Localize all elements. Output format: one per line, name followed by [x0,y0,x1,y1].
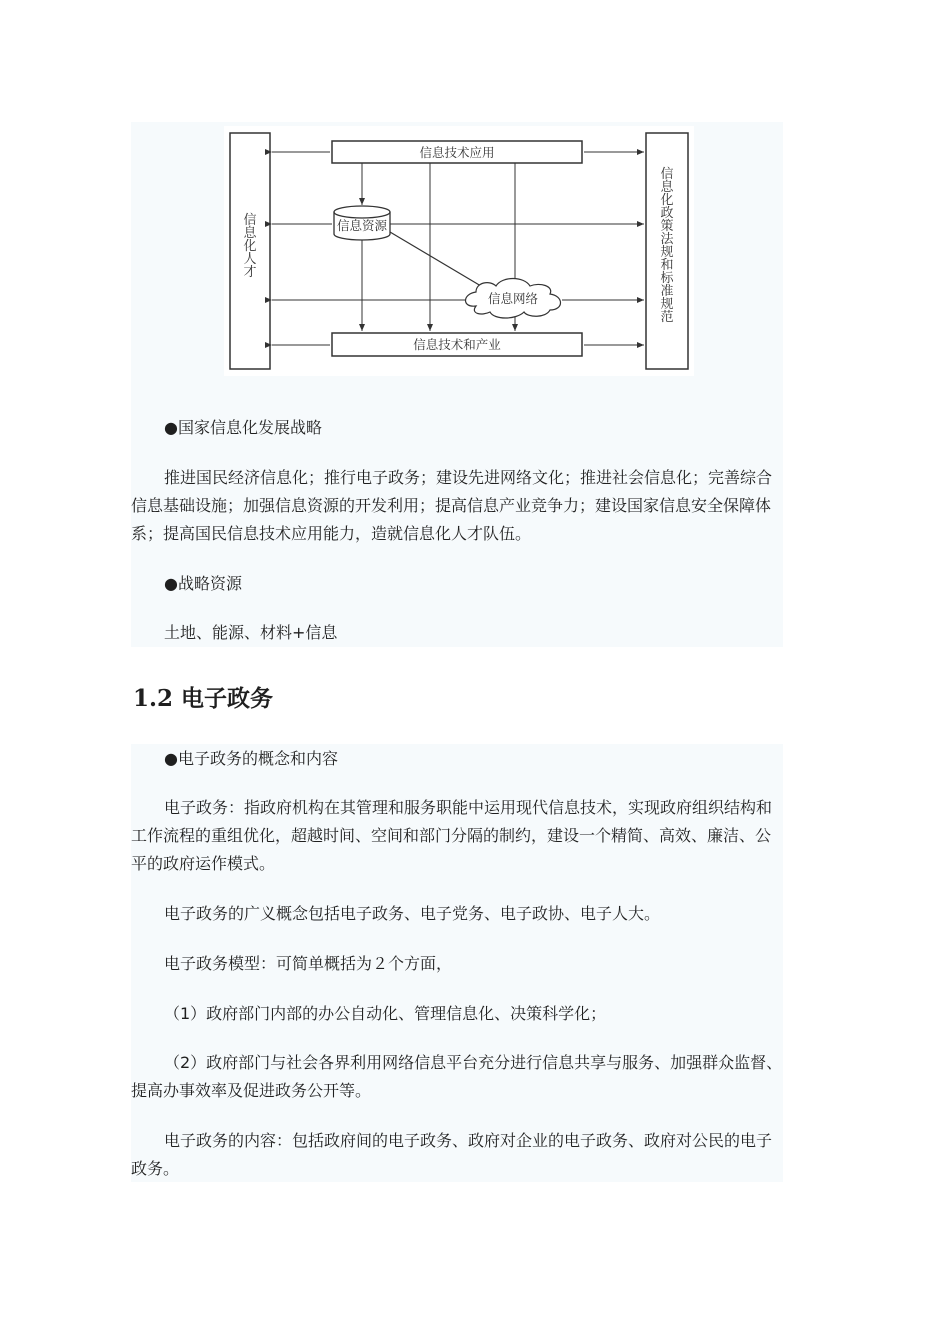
heading-title: 电子政务 [181,686,274,712]
paragraph-egov-model: 电子政务模型：可简单概括为２个方面， [164,954,453,973]
vertical-char: 策 [660,219,674,234]
vertical-char: 化 [660,193,674,208]
resource-label: 信息资源 [336,218,388,233]
arrow-resource-to-network [390,232,486,289]
talent-label [243,212,257,280]
vertical-char: 人 [243,252,257,267]
vertical-char: 标 [660,271,674,286]
paragraph-strategy-details: 推进国民经济信息化；推行电子政务；建设先进网络文化；推进社会信息化；完善综合信息基础设施；加强信息资源的开发利用；提高信息产业竞争力；建设国家信息安全保障体系；提高国民信息技术应用能力，造就信息化人才队伍。 [131,468,773,543]
vertical-char: 和 [660,258,674,273]
vertical-char: 信 [660,167,674,182]
content-panel-2 [131,744,783,1182]
tech-industry-label: 信息技术和产业 [413,337,501,352]
paragraph-egov-model-1: （1）政府部门内部的办公自动化、管理信息化、决策科学化； [164,1004,607,1023]
heading-number: 1.2 [133,685,174,712]
vertical-char: 规 [660,245,674,260]
paragraph-egov-model-2: （2）政府部门与社会各界利用网络信息平台充分进行信息共享与服务、加强群众监督、提高办事效率及促进政务公开等。 [131,1053,783,1100]
vertical-char: 息 [660,180,674,195]
section-heading [133,680,273,713]
vertical-char: 范 [660,310,674,325]
policy-label [660,166,674,325]
bullet-egov-concept: ●电子政务的概念和内容 [164,749,338,768]
paragraph-egov-broad: 电子政务的广义概念包括电子政务、电子党务、电子政协、电子人大。 [164,904,661,923]
paragraph-egov-content: 电子政务的内容：包括政府间的电子政务、政府对企业的电子政务、政府对公民的电子政务。 [131,1131,773,1178]
vertical-char: 息 [243,226,257,241]
informatization-diagram [224,126,694,376]
vertical-char: 准 [660,284,674,299]
bullet-national-strategy: ●国家信息化发展战略 [164,418,322,437]
network-label: 信息网络 [487,291,539,306]
vertical-char: 才 [243,265,257,280]
vertical-char: 政 [660,206,674,221]
paragraph-egov-definition: 电子政务：指政府机构在其管理和服务职能中运用现代信息技术，实现政府组织结构和工作流程的重组优化，超越时间、空间和部门分隔的制约，建设一个精简、高效、廉洁、公平的政府运作模式。 [131,798,773,873]
vertical-char: 信 [243,213,257,228]
vertical-char: 规 [660,297,674,312]
tech-application-label: 信息技术应用 [419,145,495,160]
paragraph-resources: 土地、能源、材料+信息 [164,623,338,642]
vertical-char: 法 [660,232,674,247]
bullet-strategic-resources: ●战略资源 [164,574,242,593]
vertical-char: 化 [243,239,257,254]
